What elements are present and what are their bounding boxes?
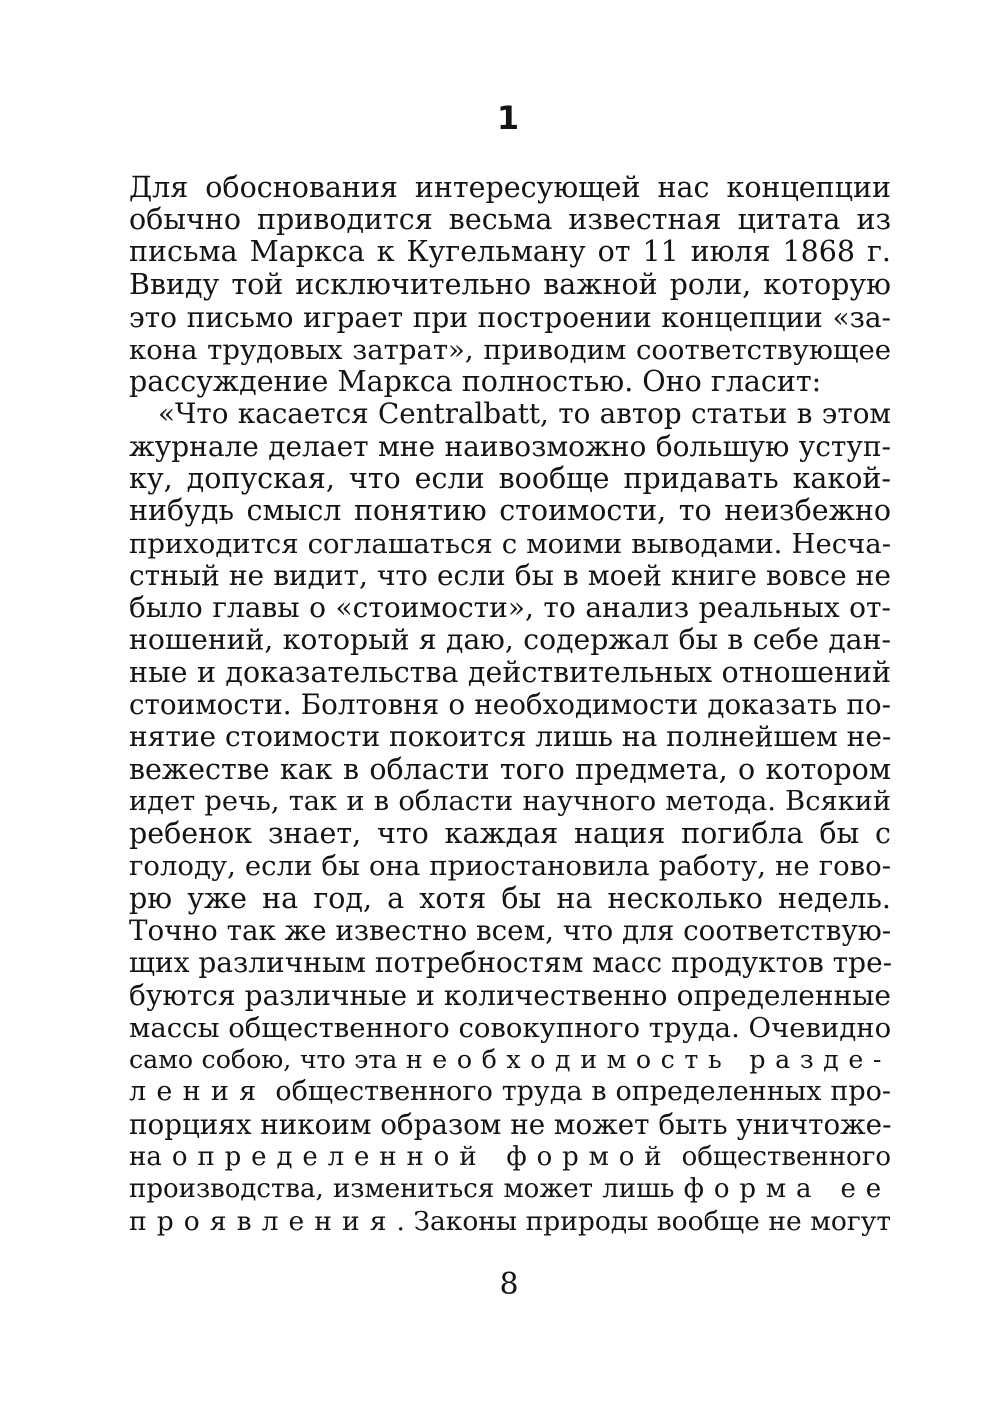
- text-line: рассуждение Маркса полностью. Оно гласит:: [129, 365, 822, 398]
- text-line: Для обоснования интересующей нас концепции: [129, 171, 891, 204]
- spaced-emphasis: необходимость разде-: [405, 1045, 891, 1074]
- text-line: письма Маркса к Кугельману от 11 июля 1868 г.: [129, 235, 891, 268]
- quote-line: само собою, что эта необходимость разде-: [129, 1045, 891, 1074]
- quote-line: буются различные и количественно определенные: [129, 979, 891, 1012]
- spaced-emphasis: определенной формой: [171, 1142, 672, 1172]
- quote-line: производства, измениться может лишь форма ее: [129, 1174, 891, 1204]
- quote-line: журнале делает мне наивозможно большую уступ-: [129, 430, 891, 463]
- section-number: 1: [496, 99, 520, 137]
- quote-line: голоду, если бы она приостановила работу, не гово-: [129, 850, 891, 882]
- text-line: кона трудовых затрат», приводим соответствующее: [129, 334, 891, 366]
- quote-line: идет речь, так и в области научного метода. Всякий: [129, 786, 891, 817]
- quote-line: вежестве как в области того предмета, о котором: [129, 753, 891, 786]
- text-line: это письмо играет при построении концепции «за-: [129, 301, 891, 334]
- quote-line: ребенок знает, что каждая нация погибла бы с: [129, 817, 891, 850]
- quote-line: ления общественного труда в определенных про-: [129, 1076, 891, 1107]
- quote-line: на определенной формой общественного: [129, 1142, 891, 1172]
- quote-line: рю уже на год, а хотя бы на несколько недель.: [129, 882, 891, 915]
- quote-line: ные и доказательства действительных отношений: [129, 656, 891, 689]
- quote-line: массы общественного совокупного труда. Очевидно: [129, 1012, 892, 1044]
- text-line: Ввиду той исключительно важной роли, которую: [129, 268, 891, 301]
- spaced-emphasis: ления: [129, 1076, 267, 1107]
- quote-line: Точно так же известно всем, что для соответствую-: [129, 914, 892, 947]
- quote-line: порциях никоим образом не может быть уничтоже-: [129, 1108, 892, 1141]
- quote-line: нибудь смысл понятию стоимости, то неизбежно: [129, 494, 891, 527]
- quote-line: ку, допуская, что если вообще придавать какой-: [129, 462, 891, 495]
- quote-line: стоимости. Болтовня о необходимости доказать по-: [129, 688, 891, 721]
- quote-line: щих различным потребностям масс продуктов тре-: [129, 946, 893, 979]
- quote-line: «Что касается Centralbatt, то автор статьи в этом: [158, 397, 891, 430]
- quote-line: стный не видит, что если бы в моей книге вовсе не: [129, 559, 891, 592]
- quote-line: проявления. Законы природы вообще не могут: [129, 1206, 891, 1237]
- spaced-emphasis: проявления: [129, 1206, 397, 1237]
- quote-line: приходится соглашаться с моими выводами. Несча-: [129, 528, 891, 560]
- quote-line: было главы о «стоимости», то анализ реальных от-: [129, 591, 891, 624]
- page-number: 8: [499, 1267, 519, 1302]
- spaced-emphasis: форма ее: [683, 1174, 891, 1204]
- quote-line: ношений, который я даю, содержал бы в себе дан-: [129, 623, 891, 656]
- text-line: обычно приводится весьма известная цитата из: [129, 203, 891, 236]
- quote-line: нятие стоимости покоится лишь на полнейшем не-: [129, 720, 892, 753]
